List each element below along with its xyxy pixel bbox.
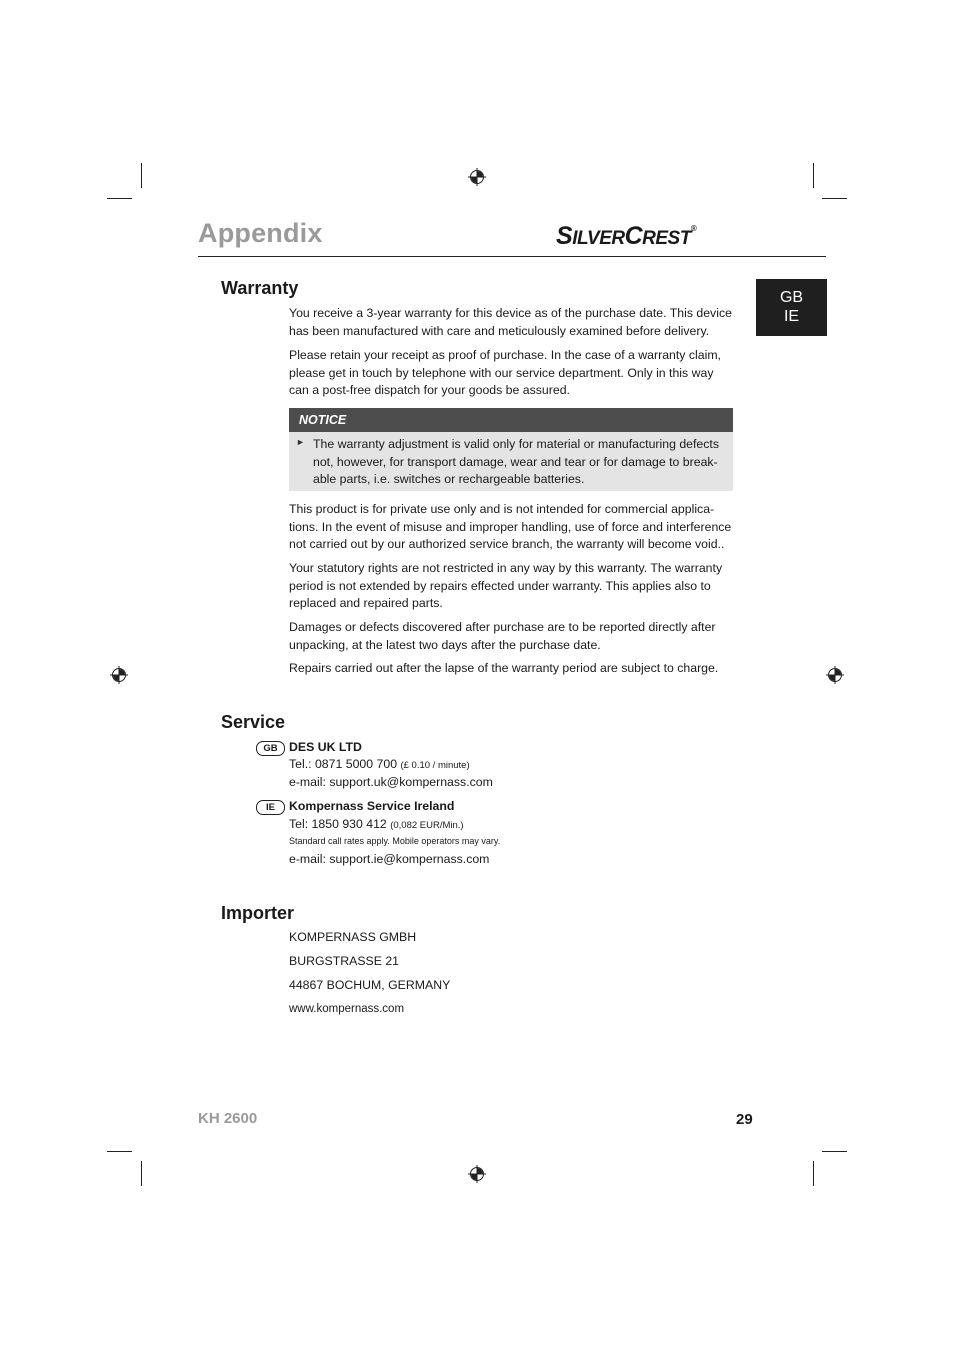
crop-mark bbox=[813, 163, 814, 188]
crop-mark bbox=[141, 163, 142, 188]
crop-mark bbox=[141, 1161, 142, 1186]
ie-badge: IE bbox=[256, 800, 285, 815]
crop-mark bbox=[107, 198, 132, 199]
importer-street: BURGSTRASSE 21 bbox=[289, 954, 400, 968]
warranty-paragraph-5: Damages or defects discovered after purchase are to be reported directly after unpacking, at the latest two days after the purchase date. bbox=[289, 620, 716, 652]
gb-service-name: DES UK LTD bbox=[289, 740, 362, 754]
language-tab-gb: GB bbox=[779, 289, 804, 306]
gb-service-phone: Tel.: 0871 5000 700 (£ 0.10 / minute) bbox=[289, 757, 470, 771]
model-number: KH 2600 bbox=[198, 1110, 258, 1127]
notice-text: The warranty adjustment is valid only for material or manufacturing defects not, however, for transport damage, wear and tear or for damage to break-able parts, i.e. switches or rechargeable batteries. bbox=[313, 437, 719, 486]
crop-mark bbox=[813, 1161, 814, 1186]
ie-service-phone: Tel: 1850 930 412 (0,082 EUR/Min.) bbox=[289, 817, 464, 831]
gb-service-email[interactable]: e-mail: support.uk@kompernass.com bbox=[289, 775, 493, 789]
page-number: 29 bbox=[736, 1111, 753, 1128]
language-tab-ie: IE bbox=[783, 308, 800, 325]
crop-mark bbox=[822, 198, 847, 199]
page-title: Appendix bbox=[198, 218, 323, 248]
warranty-paragraph-3: This product is for private use only and is not intended for commercial applica-tions. In the event of misuse and improper handling, use of force and interference not carried out by our authorized service branch, the warranty will become void.. bbox=[289, 502, 732, 551]
importer-company: KOMPERNASS GMBH bbox=[289, 930, 417, 944]
language-tab bbox=[756, 279, 827, 336]
registration-mark-icon bbox=[468, 1165, 486, 1183]
gb-badge: GB bbox=[256, 741, 285, 756]
registration-mark-icon bbox=[468, 168, 486, 186]
warranty-paragraph-2: Please retain your receipt as proof of purchase. In the case of a warranty claim, please get in touch by telephone with our service department. Only in this way can a post-free dispatch for your goods be assured. bbox=[289, 348, 721, 397]
importer-city: 44867 BOCHUM, GERMANY bbox=[289, 978, 451, 992]
registration-mark-icon bbox=[110, 666, 128, 684]
header-rule bbox=[198, 256, 826, 257]
warranty-paragraph-1: You receive a 3-year warranty for this device as of the purchase date. This device has been manufactured with care and meticulously examined before delivery. bbox=[289, 306, 732, 338]
crop-mark bbox=[822, 1151, 847, 1152]
ie-service-rate: (0,082 EUR/Min.) bbox=[390, 820, 464, 831]
warranty-paragraph-4: Your statutory rights are not restricted in any way by this warranty. The warranty period is not extended by repairs effected under warranty. This applies also to replaced and repaired parts. bbox=[289, 561, 723, 610]
ie-service-email[interactable]: e-mail: support.ie@kompernass.com bbox=[289, 852, 490, 866]
brand-logo: SILVERCREST® bbox=[556, 222, 697, 250]
warranty-heading: Warranty bbox=[221, 278, 299, 298]
registration-mark-icon bbox=[826, 666, 844, 684]
importer-website[interactable]: www.kompernass.com bbox=[289, 1003, 405, 1015]
ie-service-name: Kompernass Service Ireland bbox=[289, 799, 455, 813]
notice-header: NOTICE bbox=[289, 408, 733, 432]
ie-service-note: Standard call rates apply. Mobile operators may vary. bbox=[289, 836, 501, 846]
importer-heading: Importer bbox=[221, 903, 295, 923]
warranty-paragraph-6: Repairs carried out after the lapse of the warranty period are subject to charge. bbox=[289, 661, 719, 675]
crop-mark bbox=[107, 1151, 132, 1152]
service-heading: Service bbox=[221, 712, 286, 732]
arrow-right-icon: ► bbox=[296, 437, 305, 447]
gb-service-rate: (£ 0.10 / minute) bbox=[400, 760, 470, 771]
